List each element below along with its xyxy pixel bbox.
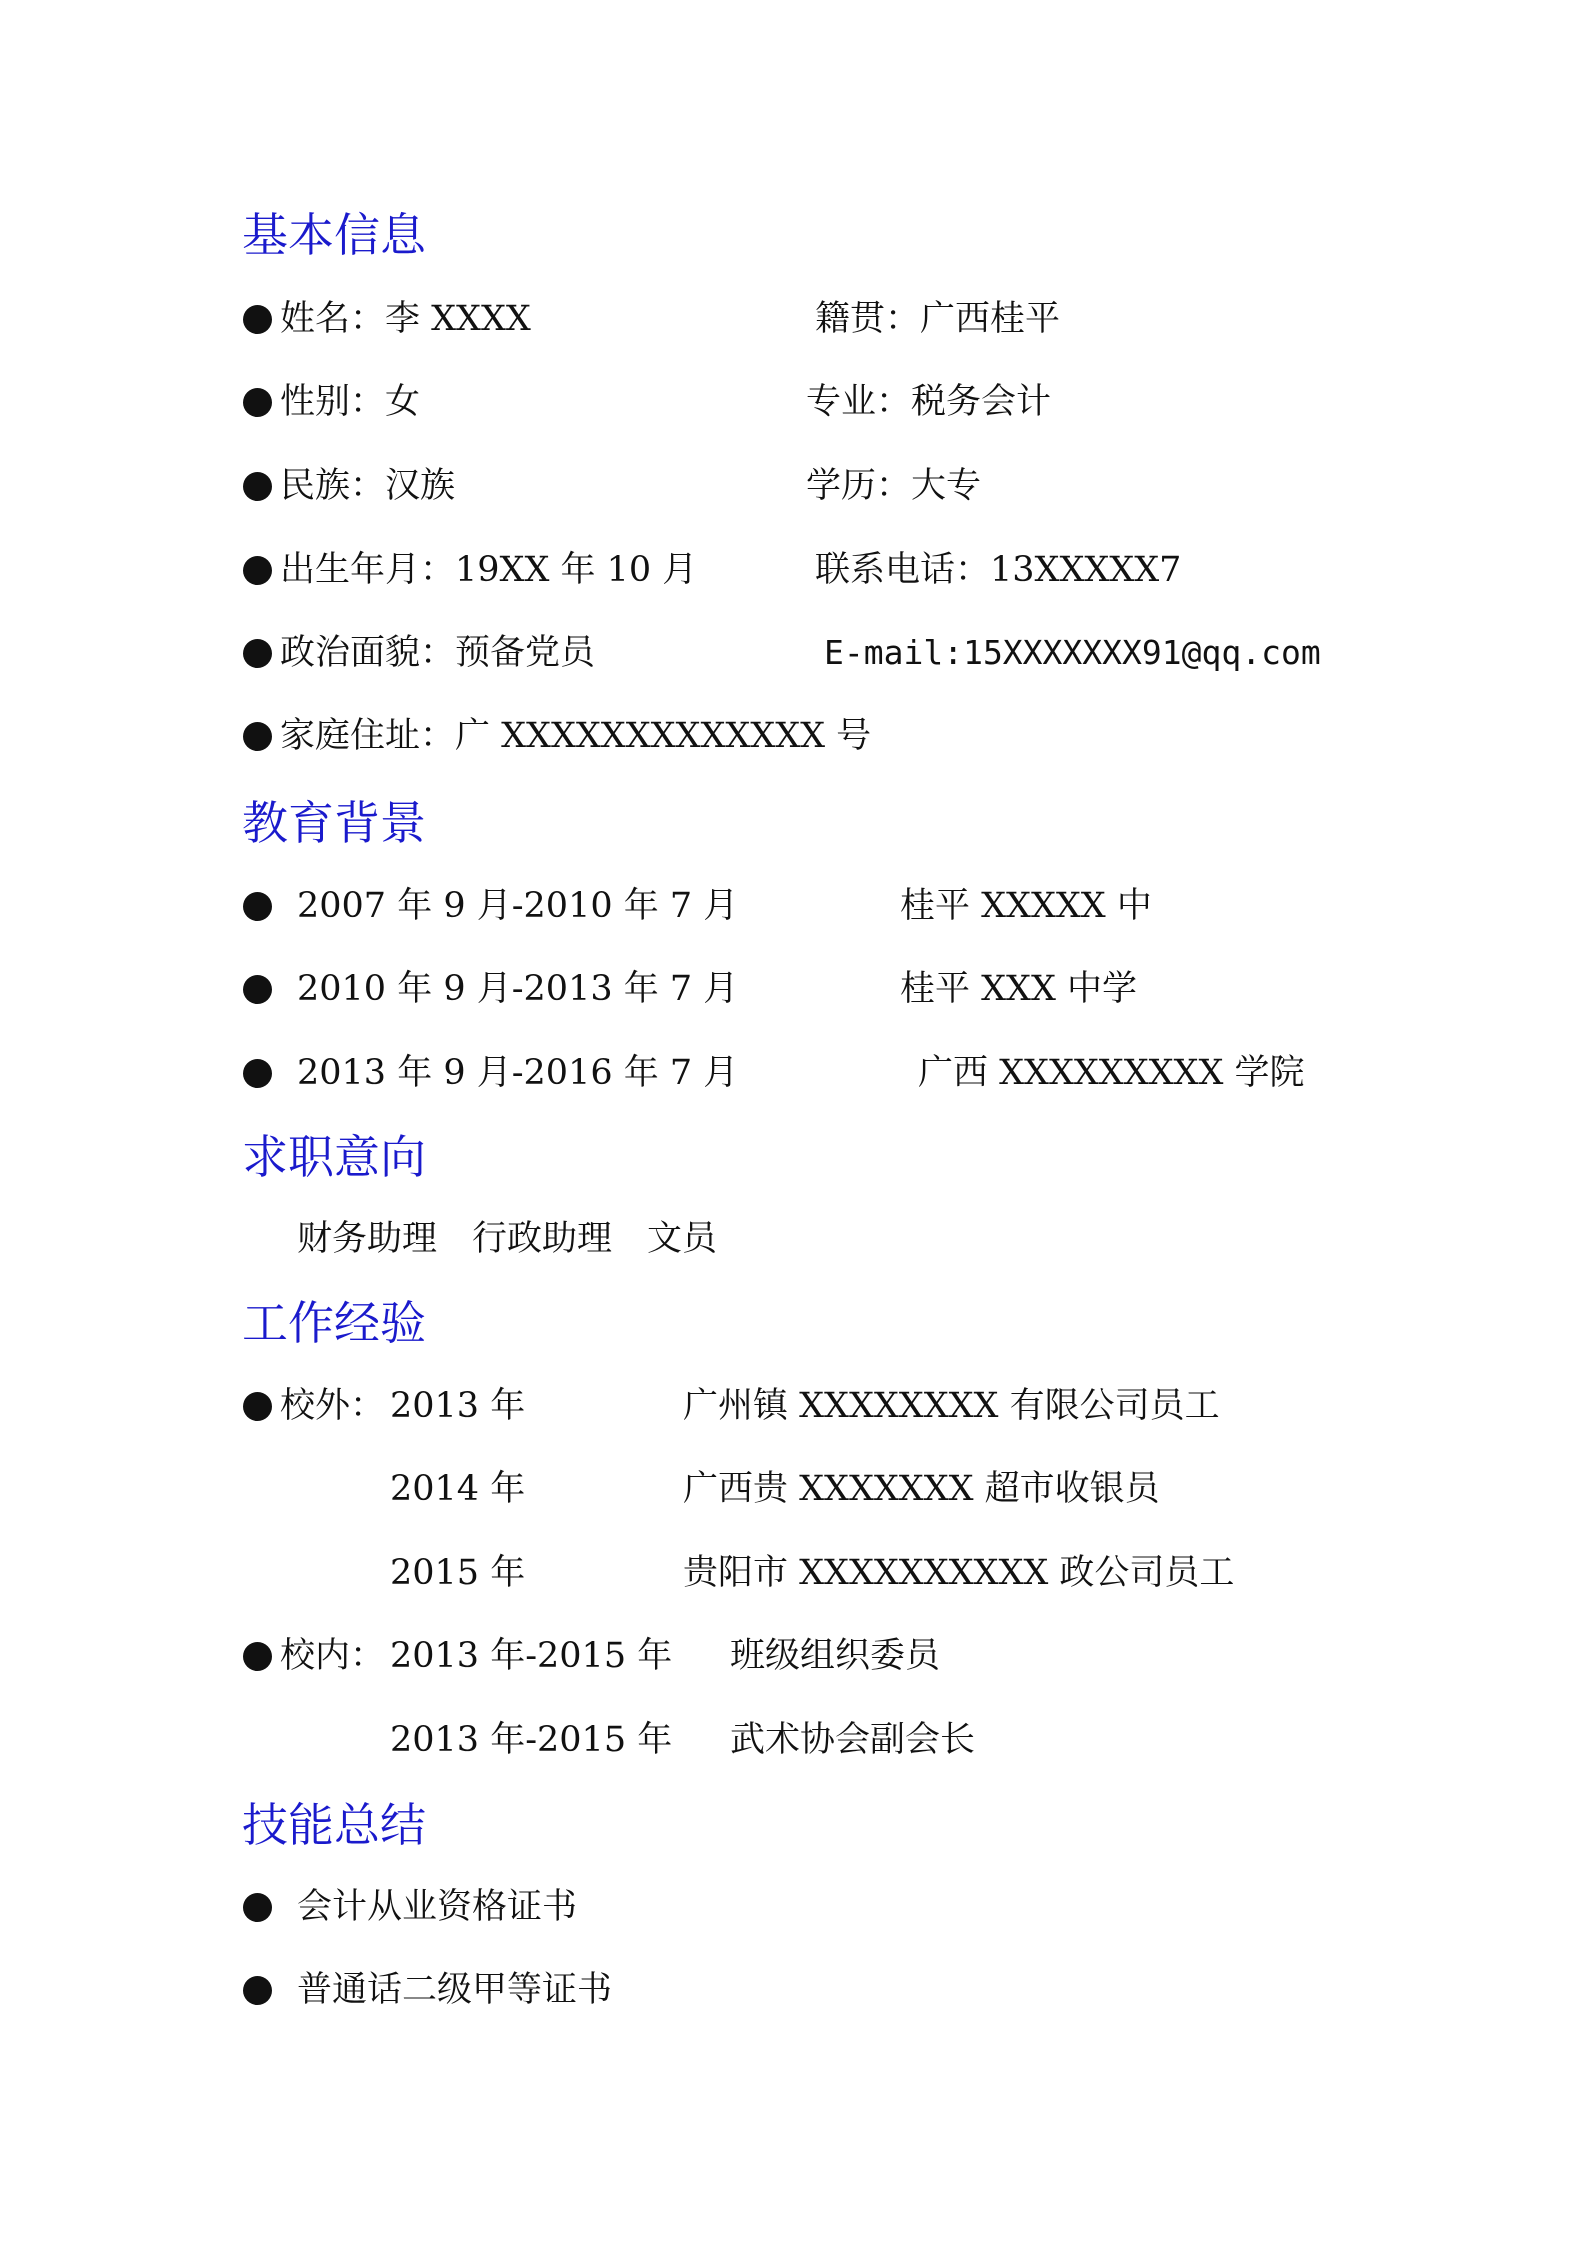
bullet-icon [243, 305, 272, 334]
bullet-icon [243, 1642, 272, 1671]
ethnicity-field: 民族：汉族 [280, 466, 456, 506]
bullet-icon [243, 388, 272, 417]
job-intention-text: 财务助理 行政助理 文员 [297, 1219, 718, 1259]
education-period: 2010 年 9 月-2013 年 7 月 [297, 969, 739, 1009]
work-desc: 班级组织委员 [730, 1636, 941, 1676]
political-status-field: 政治面貌：预备党员 [280, 633, 596, 673]
bullet-icon [243, 556, 272, 585]
education-period: 2007 年 9 月-2010 年 7 月 [297, 886, 739, 926]
bullet-icon [243, 472, 272, 501]
work-year: 2014 年 [390, 1469, 526, 1509]
job-intention-heading: 求职意向 [242, 1130, 426, 1184]
birth-field: 出生年月：19XX 年 10 月 [280, 550, 698, 590]
phone-field: 联系电话：13XXXXX7 [815, 550, 1182, 590]
bullet-icon [243, 892, 272, 921]
skills-heading: 技能总结 [242, 1798, 426, 1852]
education-school: 广西 XXXXXXXXX 学院 [918, 1053, 1305, 1093]
work-desc: 广州镇 XXXXXXXX 有限公司员工 [683, 1386, 1220, 1426]
major-field: 专业：税务会计 [806, 382, 1052, 422]
basic-info-heading: 基本信息 [242, 208, 426, 262]
work-desc: 贵阳市 XXXXXXXXXX 政公司员工 [683, 1553, 1235, 1593]
bullet-icon [243, 1893, 272, 1922]
skill-item: 普通话二级甲等证书 [297, 1970, 613, 2010]
work-internal-label: 校内： [280, 1636, 386, 1676]
work-external-label: 校外： [280, 1386, 386, 1426]
bullet-icon [243, 1392, 272, 1421]
name-field: 姓名：李 XXXX [280, 299, 531, 339]
bullet-icon [243, 722, 272, 751]
email-field: E-mail:15XXXXXXX91@qq.com [824, 633, 1321, 672]
education-period: 2013 年 9 月-2016 年 7 月 [297, 1053, 739, 1093]
work-year: 2013 年-2015 年 [390, 1720, 673, 1760]
education-heading: 教育背景 [242, 796, 426, 850]
work-heading: 工作经验 [242, 1296, 426, 1350]
skill-item: 会计从业资格证书 [297, 1887, 578, 1927]
work-year: 2013 年-2015 年 [390, 1636, 673, 1676]
work-desc: 武术协会副会长 [730, 1720, 976, 1760]
work-year: 2015 年 [390, 1553, 526, 1593]
native-place-field: 籍贯：广西桂平 [815, 299, 1061, 339]
bullet-icon [243, 639, 272, 668]
bullet-icon [243, 975, 272, 1004]
bullet-icon [243, 1976, 272, 2005]
work-year: 2013 年 [390, 1386, 526, 1426]
education-level-field: 学历：大专 [806, 466, 982, 506]
education-school: 桂平 XXXXX 中 [900, 886, 1152, 926]
work-desc: 广西贵 XXXXXXX 超市收银员 [683, 1469, 1160, 1509]
education-school: 桂平 XXX 中学 [900, 969, 1138, 1009]
gender-field: 性别：女 [280, 382, 421, 422]
address-field: 家庭住址：广 XXXXXXXXXXXXX 号 [280, 716, 872, 756]
bullet-icon [243, 1059, 272, 1088]
